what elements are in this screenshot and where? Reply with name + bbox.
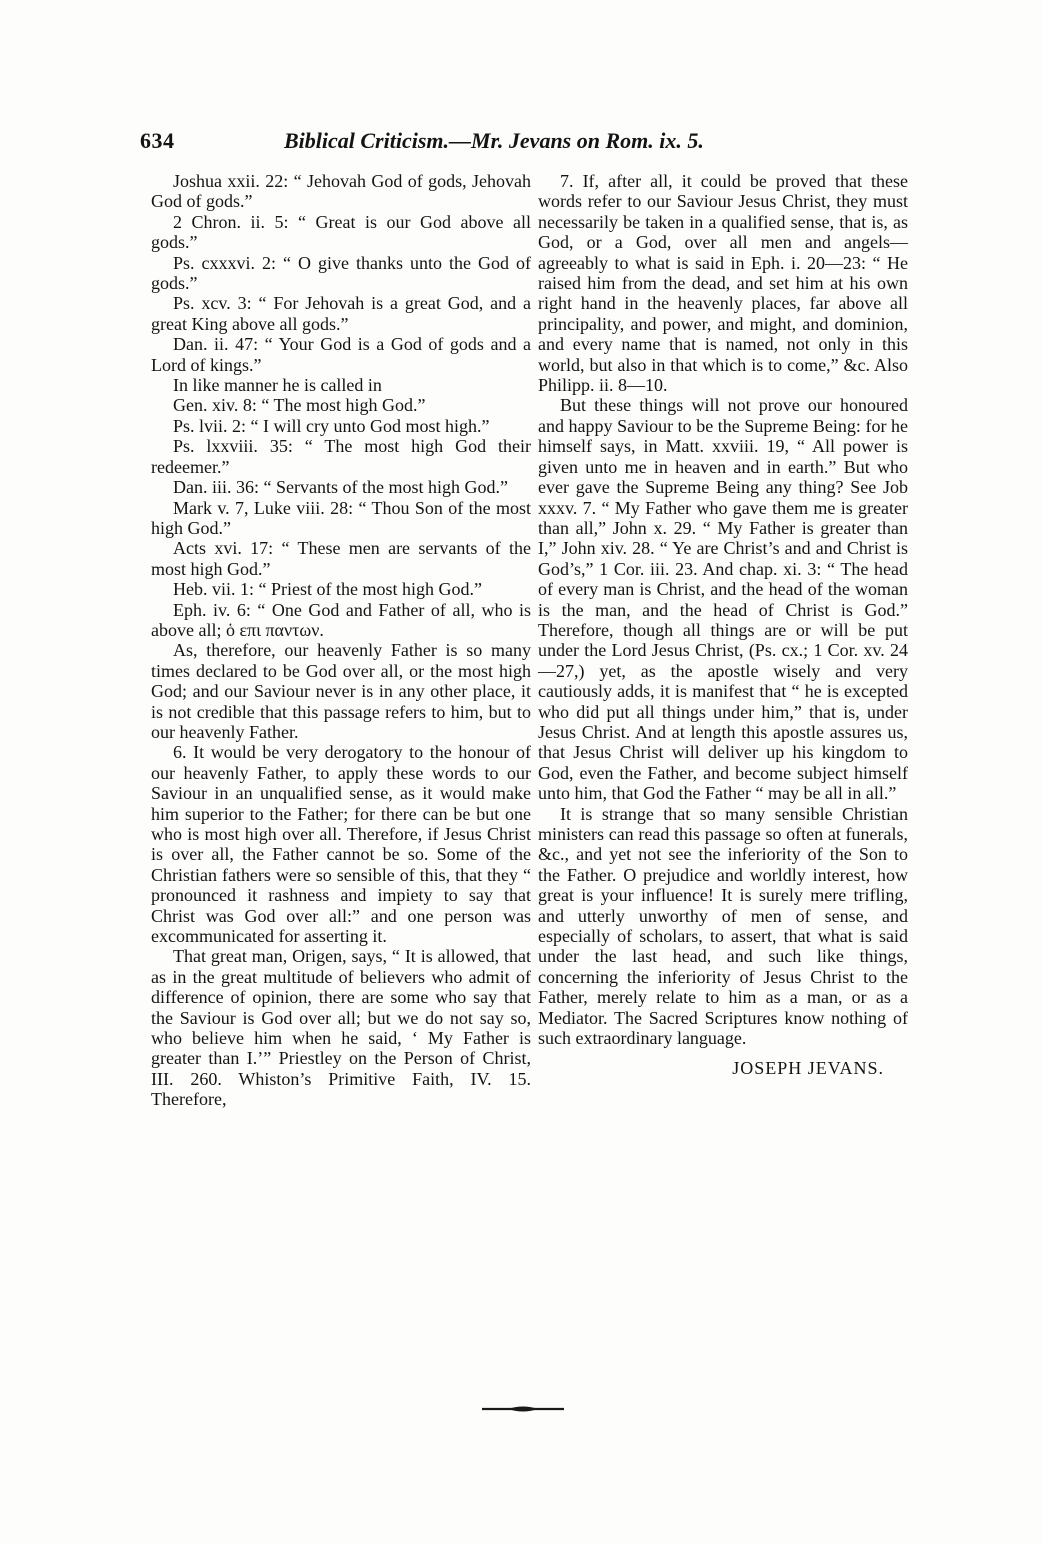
- paragraph: That great man, Origen, says, “ It is allowed, that as in the great multitude of believers who admit of difference of opinion, there are some who say that the Saviour is God over all; but we do not say so, who believe him when he said, ‘ My Father is greater than I.’” Priestley on the Person of Christ, III. 260. Whiston’s Primitive Faith, IV. 15. Therefore,: [151, 946, 531, 1110]
- paragraph: Ps. cxxxvi. 2: “ O give thanks unto the God of gods.”: [151, 252, 531, 294]
- paragraph: As, therefore, our heavenly Father is so many times declared to be God over all, or the most high God; and our Saviour never is in any other place, it is not credible that this passage refers to him, but to our heavenly Father.: [151, 640, 531, 742]
- left-column: [151, 171, 531, 1110]
- ornamental-rule: [480, 1404, 566, 1414]
- paragraph: 7. If, after all, it could be proved that these words refer to our Saviour Jesus Christ, they must necessarily be taken in a qualified sense, that is, as God, or a God, over all men and angels—agreeably to what is said in Eph. i. 20—23: “ He raised him from the dead, and set him at his own right hand in the heavenly places, far above all principality, and power, and might, and dominion, and every name that is named, not only in this world, but also in that which is to come,” &c. Also Philipp. ii. 8—10.: [538, 171, 908, 396]
- paragraph: Eph. iv. 6: “ One God and Father of all, who is above all; ὁ επι παντων.: [151, 599, 531, 640]
- paragraph: Joshua xxii. 22: “ Jehovah God of gods, Jehovah God of gods.”: [151, 171, 531, 212]
- paragraph: Ps. lxxviii. 35: “ The most high God their redeemer.”: [151, 436, 531, 477]
- paragraph: Gen. xiv. 8: “ The most high God.”: [173, 395, 426, 416]
- paragraph: In like manner he is called in: [173, 375, 382, 396]
- running-title: Biblical Criticism.—Mr. Jevans on Rom. ix. 5.: [284, 128, 704, 153]
- page-header: [140, 128, 910, 164]
- paragraph: Dan. ii. 47: “ Your God is a God of gods and a Lord of kings.”: [151, 334, 531, 375]
- right-column: [538, 171, 908, 1079]
- paragraph: Heb. vii. 1: “ Priest of the most high God.”: [173, 579, 482, 600]
- rule-swell: [508, 1407, 538, 1412]
- paragraph: Dan. iii. 36: “ Servants of the most high God.”: [173, 477, 508, 498]
- page-number: 634: [140, 128, 175, 153]
- paragraph: Mark v. 7, Luke viii. 28: “ Thou Son of the most high God.”: [151, 497, 531, 538]
- paragraph: 2 Chron. ii. 5: “ Great is our God above all gods.”: [151, 211, 531, 253]
- paragraph: Ps. xcv. 3: “ For Jehovah is a great God, and a great King above all gods.”: [151, 293, 531, 334]
- paragraph: Ps. lvii. 2: “ I will cry unto God most high.”: [173, 415, 490, 436]
- paragraph: But these things will not prove our honoured and happy Saviour to be the Supreme Being: for he himself says, in Matt. xxviii. 19, “ All power is given unto me in heaven and in earth.” But who ever gave the Supreme Being any thing? See Job xxxv. 7. “ My Father who gave them me is greater than all,” John x. 29. “ My Father is greater than I,” John xiv. 28. “ Ye are Christ’s and and Christ is God’s,” 1 Cor. iii. 23. And chap. xi. 3: “ The head of every man is Christ, and the head of the woman is the man, and the head of Christ is God.” Therefore, though all things are or will be put under the Lord Jesus Christ, (Ps. cx.; 1 Cor. xv. 24—27,) yet, as the apostle wisely and very cautiously adds, it is manifest that “ he is excepted who did put all things under him,” that is, under Jesus Christ. And at length this apostle assures us, that Jesus Christ will deliver up his kingdom to God, even the Father, and become subject himself unto him, that God the Father “ may be all in all.”: [538, 395, 908, 804]
- paragraph: 6. It would be very derogatory to the honour of our heavenly Father, to apply these words to our Saviour in an unqualified sense, as it would make him superior to the Father; for there can be but one who is most high over all. Therefore, if Jesus Christ is over all, the Father cannot be so. Some of the Christian fathers were so sensible of this, that they “ pronounced it rashness and impiety to say that Christ was God over all:” and one person was excommunicated for asserting it.: [151, 742, 531, 947]
- paragraph: Acts xvi. 17: “ These men are servants of the most high God.”: [151, 538, 531, 579]
- signature: JOSEPH JEVANS.: [732, 1058, 884, 1079]
- paragraph: It is strange that so many sensible Christian ministers can read this passage so often at funerals, &c., and yet not see the inferiority of the Son to the Father. O prejudice and worldly interest, how great is your influence! It is surely mere trifling, and utterly unworthy of men of sense, and especially of scholars, to assert, that what is said under the last head, and such like things, concerning the inferiority of Jesus Christ to the Father, merely relate to him as a man, or as a Mediator. The Sacred Scriptures know nothing of such extraordinary language.: [538, 803, 908, 1049]
